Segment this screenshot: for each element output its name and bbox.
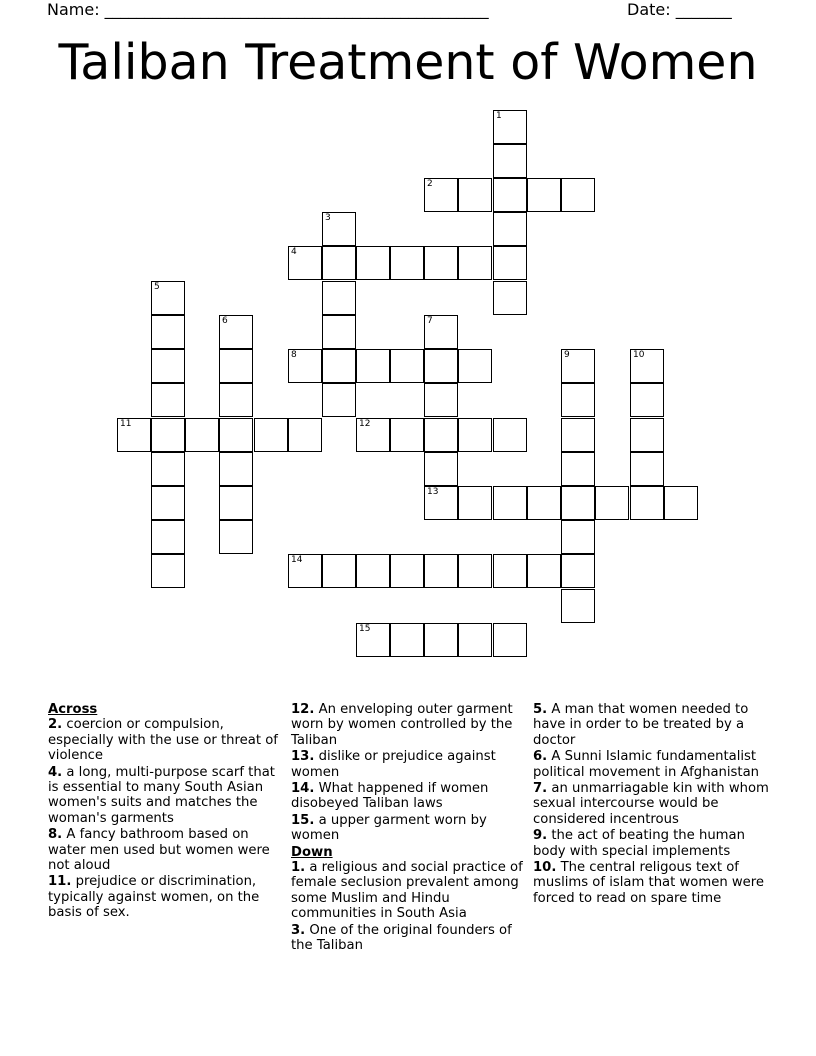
crossword-cell[interactable] [493,281,527,315]
clue-label: 14. [291,781,315,797]
crossword-cell[interactable] [595,486,629,520]
crossword-cell[interactable] [561,349,595,383]
crossword-cell[interactable] [493,110,527,144]
crossword-cell[interactable] [561,418,595,452]
clue-number: 14 [291,555,303,565]
crossword-cell[interactable] [424,554,458,588]
crossword-cell[interactable] [322,554,356,588]
date-field-label: Date: _______ [627,0,732,19]
crossword-cell[interactable] [458,623,492,657]
crossword-cell[interactable] [151,383,185,417]
clue-text: prejudice or discrimination, typically against women, on the basis of sex. [48,874,260,921]
crossword-cell[interactable] [288,349,322,383]
crossword-cell[interactable] [356,418,390,452]
clue-text: The central religous text of muslims of islam that women were forced to read on spare time [533,860,765,906]
clue-label: 4. [48,764,63,780]
crossword-cell[interactable] [117,418,151,452]
crossword-cell[interactable] [151,418,185,452]
crossword-cell[interactable] [151,520,185,554]
crossword-cell[interactable] [630,349,664,383]
crossword-cell[interactable] [424,452,458,486]
crossword-cell[interactable] [527,178,561,212]
crossword-cell[interactable] [390,623,424,657]
crossword-cell[interactable] [527,486,561,520]
down-clue [533,781,773,827]
crossword-cell[interactable] [424,178,458,212]
clue-label: 5. [533,702,548,717]
down-clue [291,923,525,954]
across-clue [48,717,280,763]
clue-label: 6. [533,749,548,765]
clue-label: 8. [48,827,63,843]
crossword-cell[interactable] [630,418,664,452]
crossword-cell[interactable] [390,418,424,452]
crossword-cell[interactable] [219,315,253,349]
clue-number: 1 [496,111,502,121]
crossword-cell[interactable] [424,383,458,417]
clue-text: a upper garment worn by women [291,812,487,844]
crossword-cell[interactable] [561,554,595,588]
crossword-cell[interactable] [288,246,322,280]
down-clue [291,860,525,922]
clue-label: 12. [291,702,315,717]
crossword-cell[interactable] [322,349,356,383]
clue-number: 12 [359,419,371,429]
clue-number: 10 [633,350,645,360]
crossword-cell[interactable] [390,349,424,383]
across-clue [291,749,525,780]
clue-text: A fancy bathroom based on water men used but women were not aloud [48,827,270,874]
clue-text: What happened if women disobeyed Taliban laws [291,781,489,812]
clue-text: A man that women needed to have in order to be treated by a doctor [533,702,749,748]
clue-number: 11 [120,419,132,429]
crossword-cell[interactable] [390,246,424,280]
down-clue [533,702,773,748]
crossword-cell[interactable] [424,623,458,657]
crossword-cell[interactable] [356,623,390,657]
crossword-cell[interactable] [493,212,527,246]
crossword-cell[interactable] [458,246,492,280]
crossword-cell[interactable] [219,452,253,486]
crossword-cell[interactable] [219,383,253,417]
crossword-cell[interactable] [458,418,492,452]
across-clue [48,874,280,920]
crossword-cell[interactable] [630,486,664,520]
crossword-cell[interactable] [254,418,288,452]
crossword-cell[interactable] [424,315,458,349]
clue-number: 5 [154,282,160,292]
crossword-cell[interactable] [493,623,527,657]
clue-label: 10. [533,860,557,876]
clues-column-3 [533,702,773,907]
crossword-cell[interactable] [390,554,424,588]
crossword-cell[interactable] [151,349,185,383]
crossword-cell[interactable] [288,418,322,452]
crossword-cell[interactable] [219,349,253,383]
crossword-cell[interactable] [424,486,458,520]
down-heading: Down [291,844,333,860]
clue-text: coercion or compulsion, especially with the use or threat of violence [48,717,278,764]
crossword-cell[interactable] [527,554,561,588]
crossword-cell[interactable] [493,178,527,212]
clue-text: An enveloping outer garment worn by women controlled by the Taliban [291,702,513,748]
crossword-cell[interactable] [356,349,390,383]
crossword-cell[interactable] [322,246,356,280]
clue-text: One of the original founders of the Taliban [291,922,512,954]
across-clue [291,781,525,812]
clue-number: 15 [359,624,371,634]
crossword-cell[interactable] [493,144,527,178]
crossword-cell[interactable] [151,452,185,486]
down-clue [533,749,773,780]
crossword-cell[interactable] [219,418,253,452]
crossword-cell[interactable] [561,486,595,520]
across-heading: Across [48,702,98,717]
crossword-cell[interactable] [561,520,595,554]
crossword-cell[interactable] [561,589,595,623]
clue-number: 2 [427,179,433,189]
clue-number: 3 [325,213,331,223]
page-title: Taliban Treatment of Women [58,34,758,91]
clue-label: 13. [291,749,315,765]
crossword-cell[interactable] [151,315,185,349]
crossword-cell[interactable] [322,281,356,315]
crossword-cell[interactable] [493,246,527,280]
crossword-cell[interactable] [322,212,356,246]
clue-label: 9. [533,828,548,844]
crossword-cell[interactable] [664,486,698,520]
crossword-cell[interactable] [322,315,356,349]
crossword-cell[interactable] [424,246,458,280]
clues-column-2 [291,702,525,955]
across-clue [291,813,525,844]
clues-column-1 [48,702,280,922]
across-clue [48,765,280,827]
crossword-cell[interactable] [288,554,322,588]
crossword-cell[interactable] [630,383,664,417]
crossword-cell[interactable] [356,554,390,588]
clue-label: 3. [291,922,306,938]
clue-number: 8 [291,350,297,360]
crossword-cell[interactable] [561,452,595,486]
clue-number: 6 [222,316,228,326]
crossword-cell[interactable] [458,349,492,383]
clue-text: a religious and social practice of female seclusion prevalent among some Muslim and Hindu communities in South Asia [291,860,523,922]
crossword-cell[interactable] [561,178,595,212]
clue-number: 4 [291,247,297,257]
crossword-cell[interactable] [493,418,527,452]
clue-text: A Sunni Islamic fundamentalist political movement in Afghanistan [533,749,760,780]
clue-label: 2. [48,717,63,733]
clue-label: 15. [291,812,315,828]
crossword-cell[interactable] [151,281,185,315]
crossword-cell[interactable] [185,418,219,452]
clue-text: an unmarriagable kin with whom sexual intercourse would be considered incentrous [533,781,769,827]
crossword-cell[interactable] [458,554,492,588]
crossword-cell[interactable] [219,520,253,554]
crossword-cell[interactable] [630,452,664,486]
clue-label: 1. [291,860,306,876]
crossword-cell[interactable] [493,486,527,520]
down-clue [533,860,773,906]
crossword-cell[interactable] [424,349,458,383]
clue-text: dislike or prejudice against women [291,749,496,780]
crossword-cell[interactable] [322,383,356,417]
clue-text: the act of beating the human body with special implements [533,828,745,859]
crossword-cell[interactable] [561,383,595,417]
clue-number: 13 [427,487,439,497]
crossword-cell[interactable] [151,486,185,520]
clue-label: 7. [533,781,548,797]
name-field-label: Name: ________________________________________________ [47,0,489,19]
crossword-cell[interactable] [424,418,458,452]
crossword-cell[interactable] [151,554,185,588]
clue-label: 11. [48,874,72,890]
crossword-cell[interactable] [356,246,390,280]
crossword-cell[interactable] [458,178,492,212]
crossword-cell[interactable] [458,486,492,520]
across-clue [291,702,525,748]
across-clue [48,827,280,873]
crossword-cell[interactable] [493,554,527,588]
down-clue [533,828,773,859]
clue-text: a long, multi-purpose scarf that is essential to many South Asian women's suits and matches the woman's garments [48,764,275,826]
clue-number: 9 [564,350,570,360]
clue-number: 7 [427,316,433,326]
crossword-cell[interactable] [219,486,253,520]
